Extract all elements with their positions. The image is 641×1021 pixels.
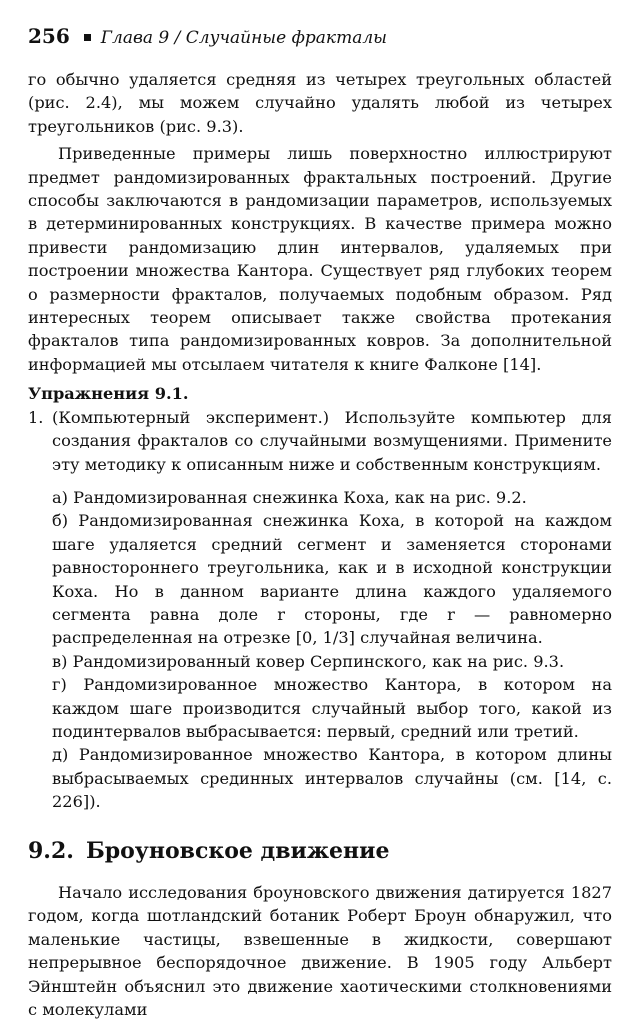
- chapter-title: Глава 9 / Случайные фракталы: [100, 28, 388, 48]
- section-number: 9.2.: [28, 837, 74, 864]
- subitem-e: д) Рандомизированное множество Кантора, в котором длины выбрасываемых срединных интервалов случайны (см. [14, с. 226]).: [52, 745, 612, 812]
- exercise-subitems: [52, 486, 612, 814]
- paragraph: Приведенные примеры лишь поверхностно иллюстрируют предмет рандомизированных фрактальных построений. Другие способы заключаются в рандомизации параметров, используемых в детерминированных конструкциях. В качестве примера можно привести рандомизацию длин интервалов, удаляемых при построении множества Кантора. Существует ряд глубоких теорем о размерности фракталов, получаемых подобным образом. Ряд интересных теорем описывает также свойства протекания фракталов типа рандомизированных ковров. За дополнительной информацией мы отсылаем читателя к книге Фалконе [14].: [28, 144, 612, 374]
- running-header: [28, 24, 387, 48]
- paragraph-continued: го обычно удаляется средняя из четырех треугольных областей (рис. 2.4), мы можем случайно удалять любой из четырех треугольников (рис. 9.3).: [28, 70, 612, 136]
- subitem-c: в) Рандомизированный ковер Серпинского, как на рис. 9.3.: [52, 651, 565, 671]
- subitem-b: б) Рандомизированная снежинка Коха, в которой на каждом шаге удаляется средний сегмент и заменяется сторонами равностороннего треугольника, как и в исходной конструкции Коха. Но в данном варианте длина каждого удаляемого сегмента равна доле r стороны, где r — равномерно распределенная на отрезке [0, 1/3] случайная величина.: [52, 511, 612, 648]
- exercises-heading: Упражнения 9.1.: [28, 384, 189, 404]
- page-body: [28, 68, 612, 1021]
- page-number: 256: [28, 24, 70, 48]
- exercise-item: [28, 406, 612, 476]
- bullet-square-icon: [84, 34, 91, 41]
- subitem-a: а) Рандомизированная снежинка Коха, как на рис. 9.2.: [52, 487, 527, 507]
- paragraph: Начало исследования броуновского движения датируется 1827 годом, когда шотландский ботаник Роберт Броун обнаружил, что маленькие частицы, взвешенные в жидкости, совершают непрерывное беспорядочное движение. В 1905 году Альберт Эйнштейн объяснил это движение хаотическими столкновениями с молекулами: [28, 883, 612, 1020]
- exercise-text: (Компьютерный эксперимент.) Используйте компьютер для создания фракталов со случайными возмущениями. Примените эту методику к описанным ниже и собственным конструкциям.: [52, 407, 612, 474]
- section-heading: [28, 837, 612, 864]
- section-title: Броуновское движение: [85, 837, 390, 864]
- exercise-number: 1.: [28, 407, 44, 427]
- subitem-d: г) Рандомизированное множество Кантора, в котором на каждом шаге производится случайный выбор того, какой из подинтервалов выбрасывается: первый, средний или третий.: [52, 675, 612, 741]
